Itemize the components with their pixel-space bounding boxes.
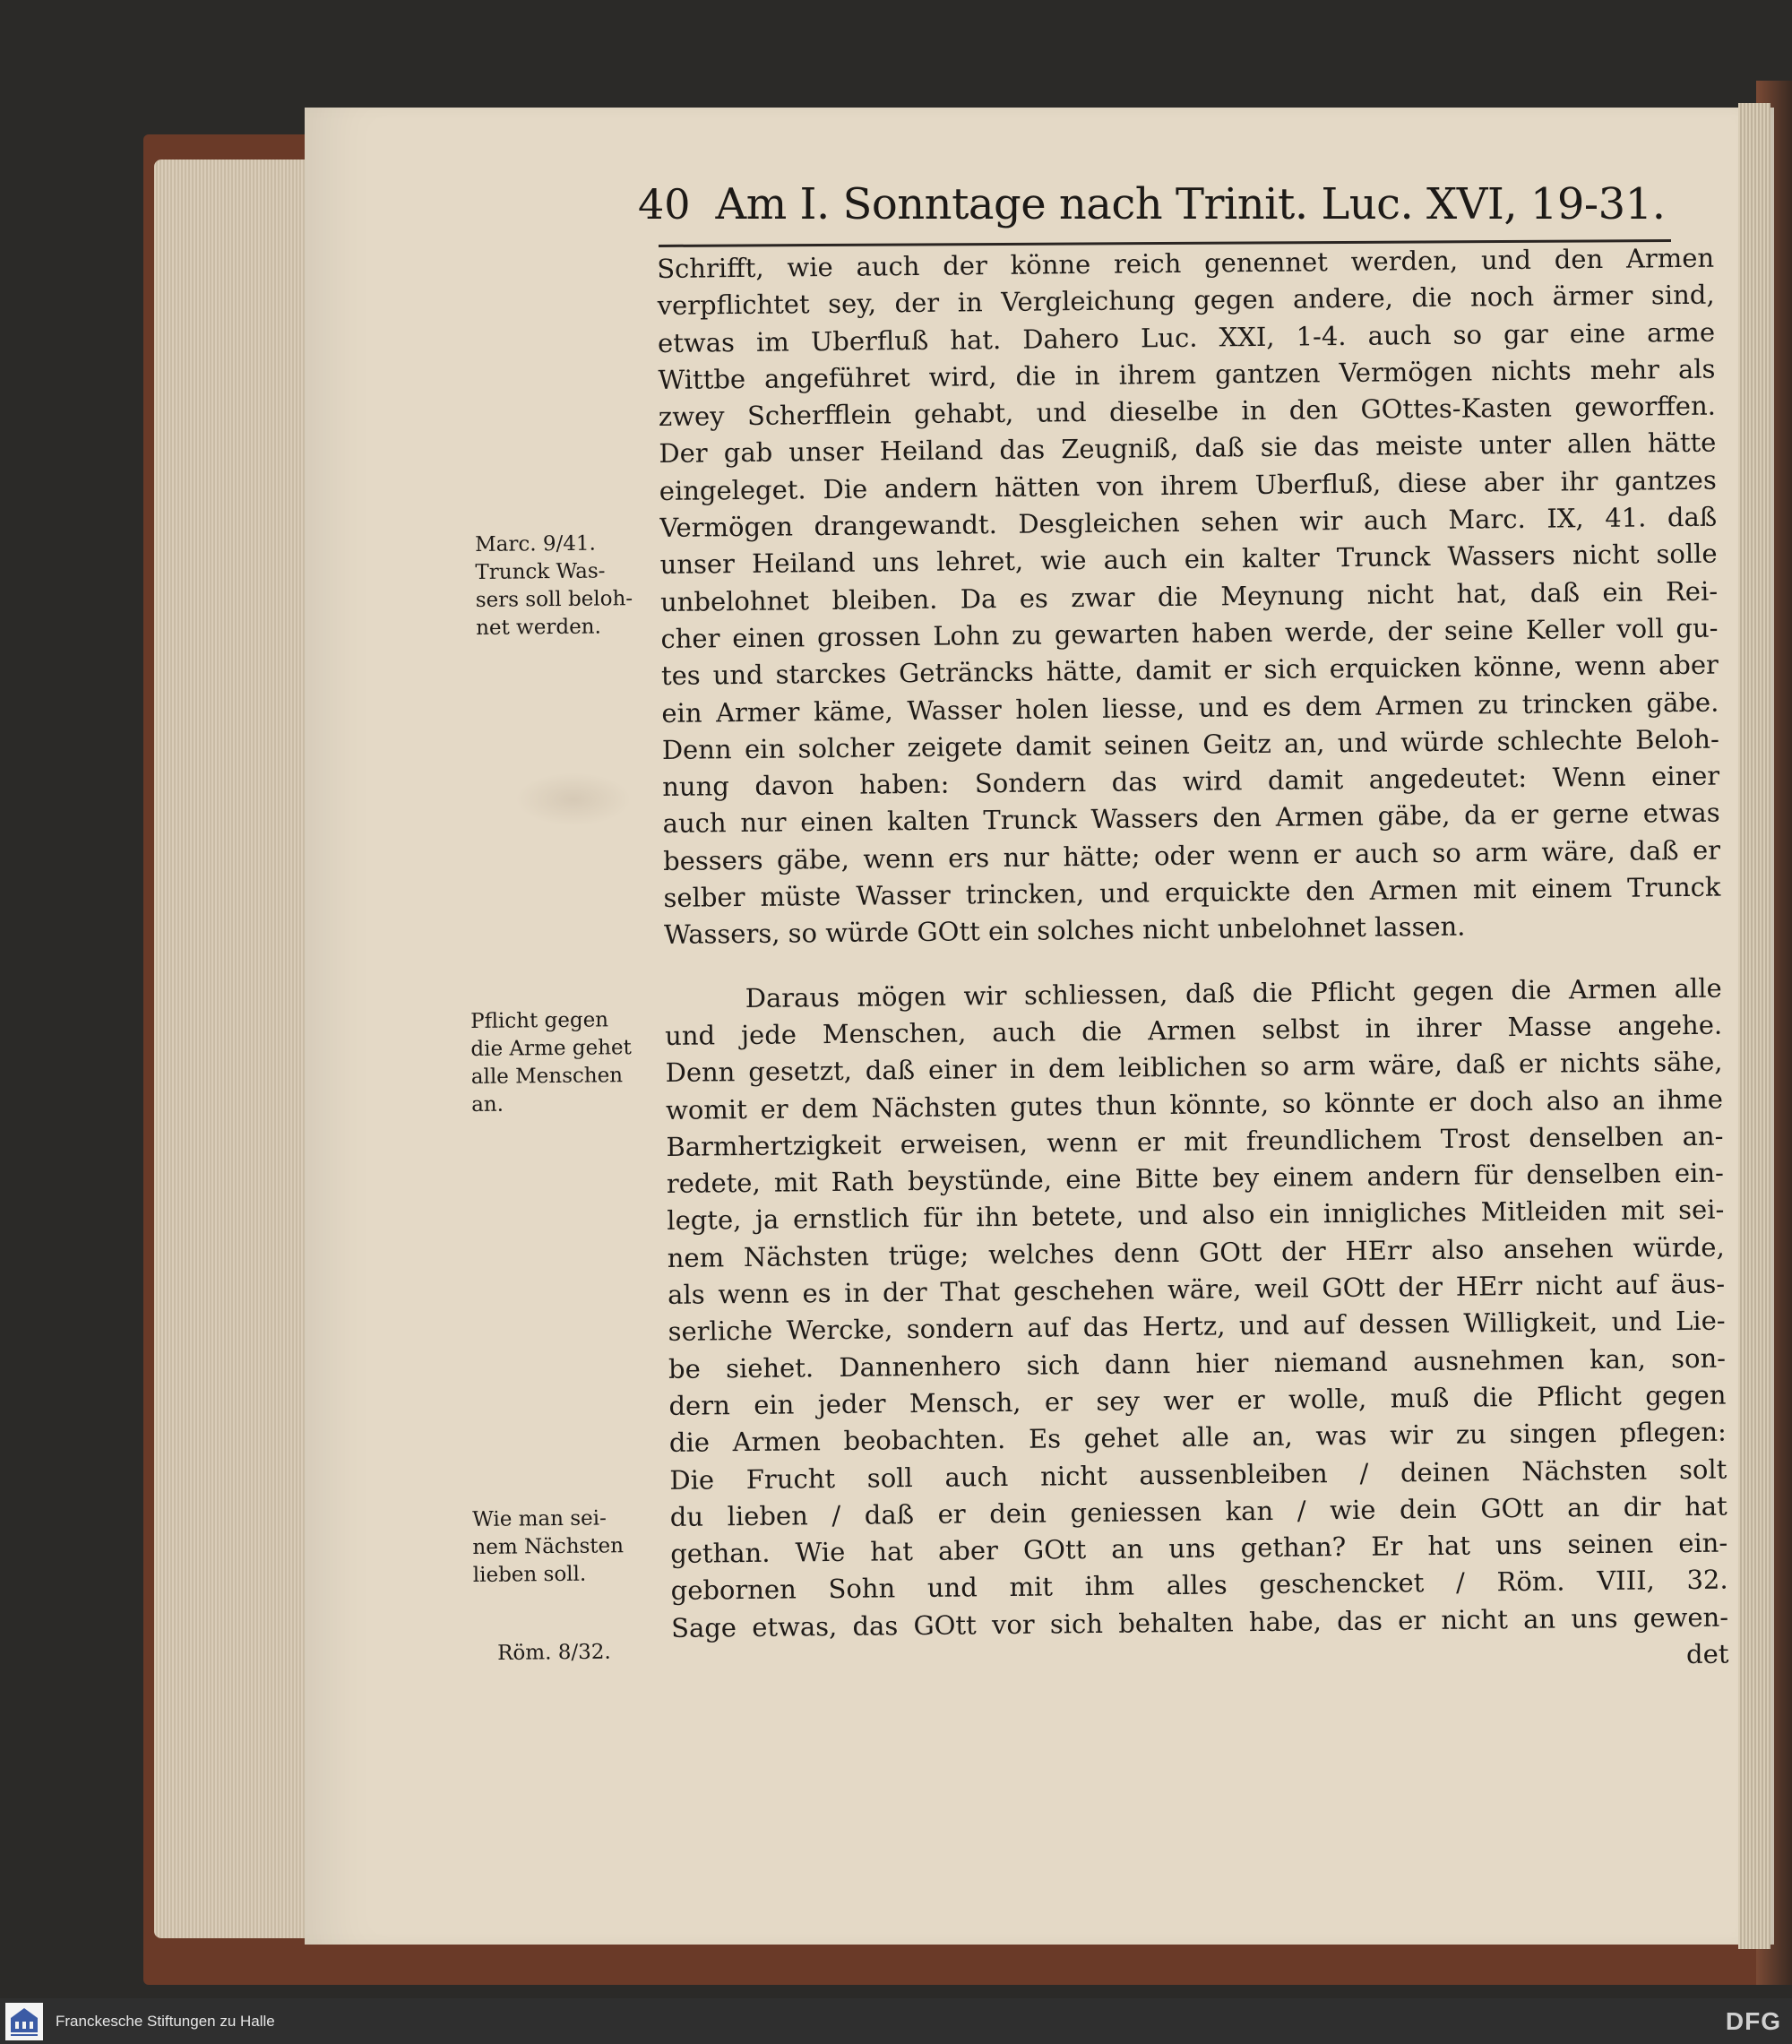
text-line: Denn gesetzt, daß einer in dem leiblichen so arm wäre, daß er nichts sähe,	[665, 1046, 1723, 1089]
text-line: die Armen beobachten. Es gehet alle an, was wir zu singen pflegen:	[668, 1416, 1727, 1459]
franckesche-stiftungen-logo-icon[interactable]	[5, 2003, 43, 2040]
margin-note-line: die Arme gehet	[470, 1036, 632, 1061]
margin-note-pflicht	[470, 1006, 633, 1119]
text-line: Sage etwas, das GOtt vor sich behalten habe, das er nicht an uns gewen-	[670, 1601, 1729, 1643]
text-line: eingeleget. Die andern hätten von ihrem Uberfluß, diese aber ihr gantzes	[659, 464, 1717, 506]
margin-note-line: sers soll beloh-	[475, 587, 633, 612]
text-line: Vermögen drangewandt. Desgleichen sehen wir auch Marc. IX, 41. daß	[659, 501, 1718, 544]
page-header	[638, 179, 1677, 235]
text-line: Wittbe angeführet wird, die in ihrem gantzen Vermögen nichts mehr als	[658, 353, 1716, 395]
text-line: unser Heiland uns lehret, wie auch ein kalter Trunck Wassers nicht solle	[659, 539, 1718, 581]
text-line: etwas im Uberfluß hat. Dahero Luc. XXI, 1-4. auch so gar eine arme	[657, 316, 1716, 358]
text-line: Wassers, so würde GOtt ein solches nicht unbelohnet lassen.	[663, 910, 1466, 951]
margin-note-marc	[475, 530, 633, 643]
margin-note-line: alle Menschen	[470, 1064, 624, 1089]
text-line: legte, ja ernstlich für ihn betete, und also ein innigliches Mitleiden mit sei-	[667, 1194, 1725, 1237]
margin-note-line: net werden.	[475, 615, 601, 640]
text-line: tes und starckes Geträncks hätte, damit er sich erquicken könne, wenn aber	[660, 649, 1719, 692]
text-line: nung davon haben: Sondern das wird damit angedeutet: Wenn einer	[662, 760, 1720, 803]
text-line: dern ein jeder Mensch, er sey wer er wolle, muß die Pflicht gegen	[668, 1379, 1727, 1421]
text-line: und jede Menschen, auch die Armen selbst in ihrer Masse angehe.	[664, 1009, 1723, 1051]
text-line: auch nur einen kalten Trunck Wassers den Armen gäbe, da er gerne etwas	[662, 798, 1720, 840]
running-title: Am I. Sonntage nach Trinit. Luc. XVI, 19-31.	[715, 179, 1666, 229]
text-line: cher einen grossen Lohn zu gewarten haben werde, der seine Keller voll gu-	[660, 612, 1719, 654]
text-line: gebornen Sohn und mit ihm alles geschencket / Röm. VIII, 32.	[670, 1564, 1728, 1607]
text-line: unbelohnet bleiben. Da es zwar die Meynung nicht hat, daß ein Rei-	[659, 575, 1719, 617]
institution-name[interactable]: Franckesche Stiftungen zu Halle	[56, 2012, 275, 2030]
text-line: be siehet. Dannenhero sich dann hier niemand ausnehmen kan, son-	[668, 1342, 1727, 1384]
margin-note-line: Wie man sei-	[472, 1506, 607, 1531]
text-line: zwey Scherfflein gehabt, und dieselbe in den GOttes-Kasten geworffen.	[658, 390, 1717, 433]
text-line: gethan. Wie hat aber GOtt an uns gethan? Er hat uns seinen ein-	[670, 1527, 1728, 1570]
margin-note-line: Röm. 8/32.	[497, 1640, 611, 1665]
text-line: Der gab unser Heiland das Zeugniß, daß sie das meiste unter allen hätte	[659, 427, 1717, 470]
text-line: Die Frucht soll auch nicht aussenbleiben / deinen Nächsten solt	[669, 1453, 1727, 1496]
catchword: det	[1685, 1638, 1729, 1670]
margin-note-line: Marc. 9/41.	[475, 531, 597, 556]
text-line: bessers gäbe, wenn ers nur hätte; oder wenn er auch so arm wäre, daß er	[662, 834, 1721, 876]
show-through-smudge	[515, 772, 632, 826]
text-line: ein Armer käme, Wasser holen liesse, und es dem Armen zu trincken gäbe.	[661, 686, 1719, 729]
margin-note-line: Trunck Was-	[475, 559, 606, 584]
text-line: redete, mit Rath beystünde, eine Bitte bey einem andern für denselben ein-	[666, 1157, 1725, 1200]
text-line: serliche Wercke, sondern auf das Hertz, und auf dessen Willigkeit, und Lie-	[668, 1305, 1726, 1348]
text-line: Barmhertzigkeit erweisen, wenn er mit freundlichem Trost denselben an-	[666, 1120, 1724, 1162]
text-line: verpflichtet sey, der in Vergleichung gegen andere, die noch ärmer sind,	[657, 279, 1715, 322]
margin-note-rom	[497, 1639, 611, 1668]
text-line: Denn ein solcher zeigete damit seinen Geitz an, und würde schlechte Beloh-	[661, 723, 1719, 765]
text-line: Daraus mögen wir schliessen, daß die Pflicht gegen die Armen alle	[745, 972, 1722, 1013]
margin-note-naechsten	[472, 1505, 625, 1590]
text-line: als wenn es in der That geschehen wäre, weil GOtt der HErr nicht auf äus-	[668, 1268, 1726, 1310]
margin-note-line: Pflicht gegen	[470, 1008, 609, 1033]
text-line: nem Nächsten trüge; welches denn GOtt der HErr also ansehen würde,	[667, 1231, 1725, 1273]
margin-note-line: nem Nächsten	[472, 1534, 625, 1559]
text-line: du lieben / daß er dein geniessen kan / wie dein GOtt an dir hat	[669, 1490, 1727, 1532]
text-line: Schrifft, wie auch der könne reich genennet werden, und den Armen	[657, 242, 1715, 284]
margin-note-line: lieben soll.	[472, 1562, 587, 1587]
dfg-logo[interactable]: DFG	[1725, 2007, 1781, 2035]
margin-note-line: an.	[470, 1092, 504, 1117]
text-line: womit er dem Nächsten gutes thun könnte, so könnte er doch also an ihme	[665, 1083, 1724, 1125]
page-number: 40	[638, 180, 691, 229]
viewer-footer	[0, 1998, 1792, 2044]
page-edges-left	[154, 160, 315, 1938]
text-line: selber müste Wasser trincken, und erquickte den Armen mit einem Trunck	[663, 871, 1721, 914]
page-edges-right	[1738, 103, 1770, 1949]
main-text	[657, 240, 1729, 1685]
